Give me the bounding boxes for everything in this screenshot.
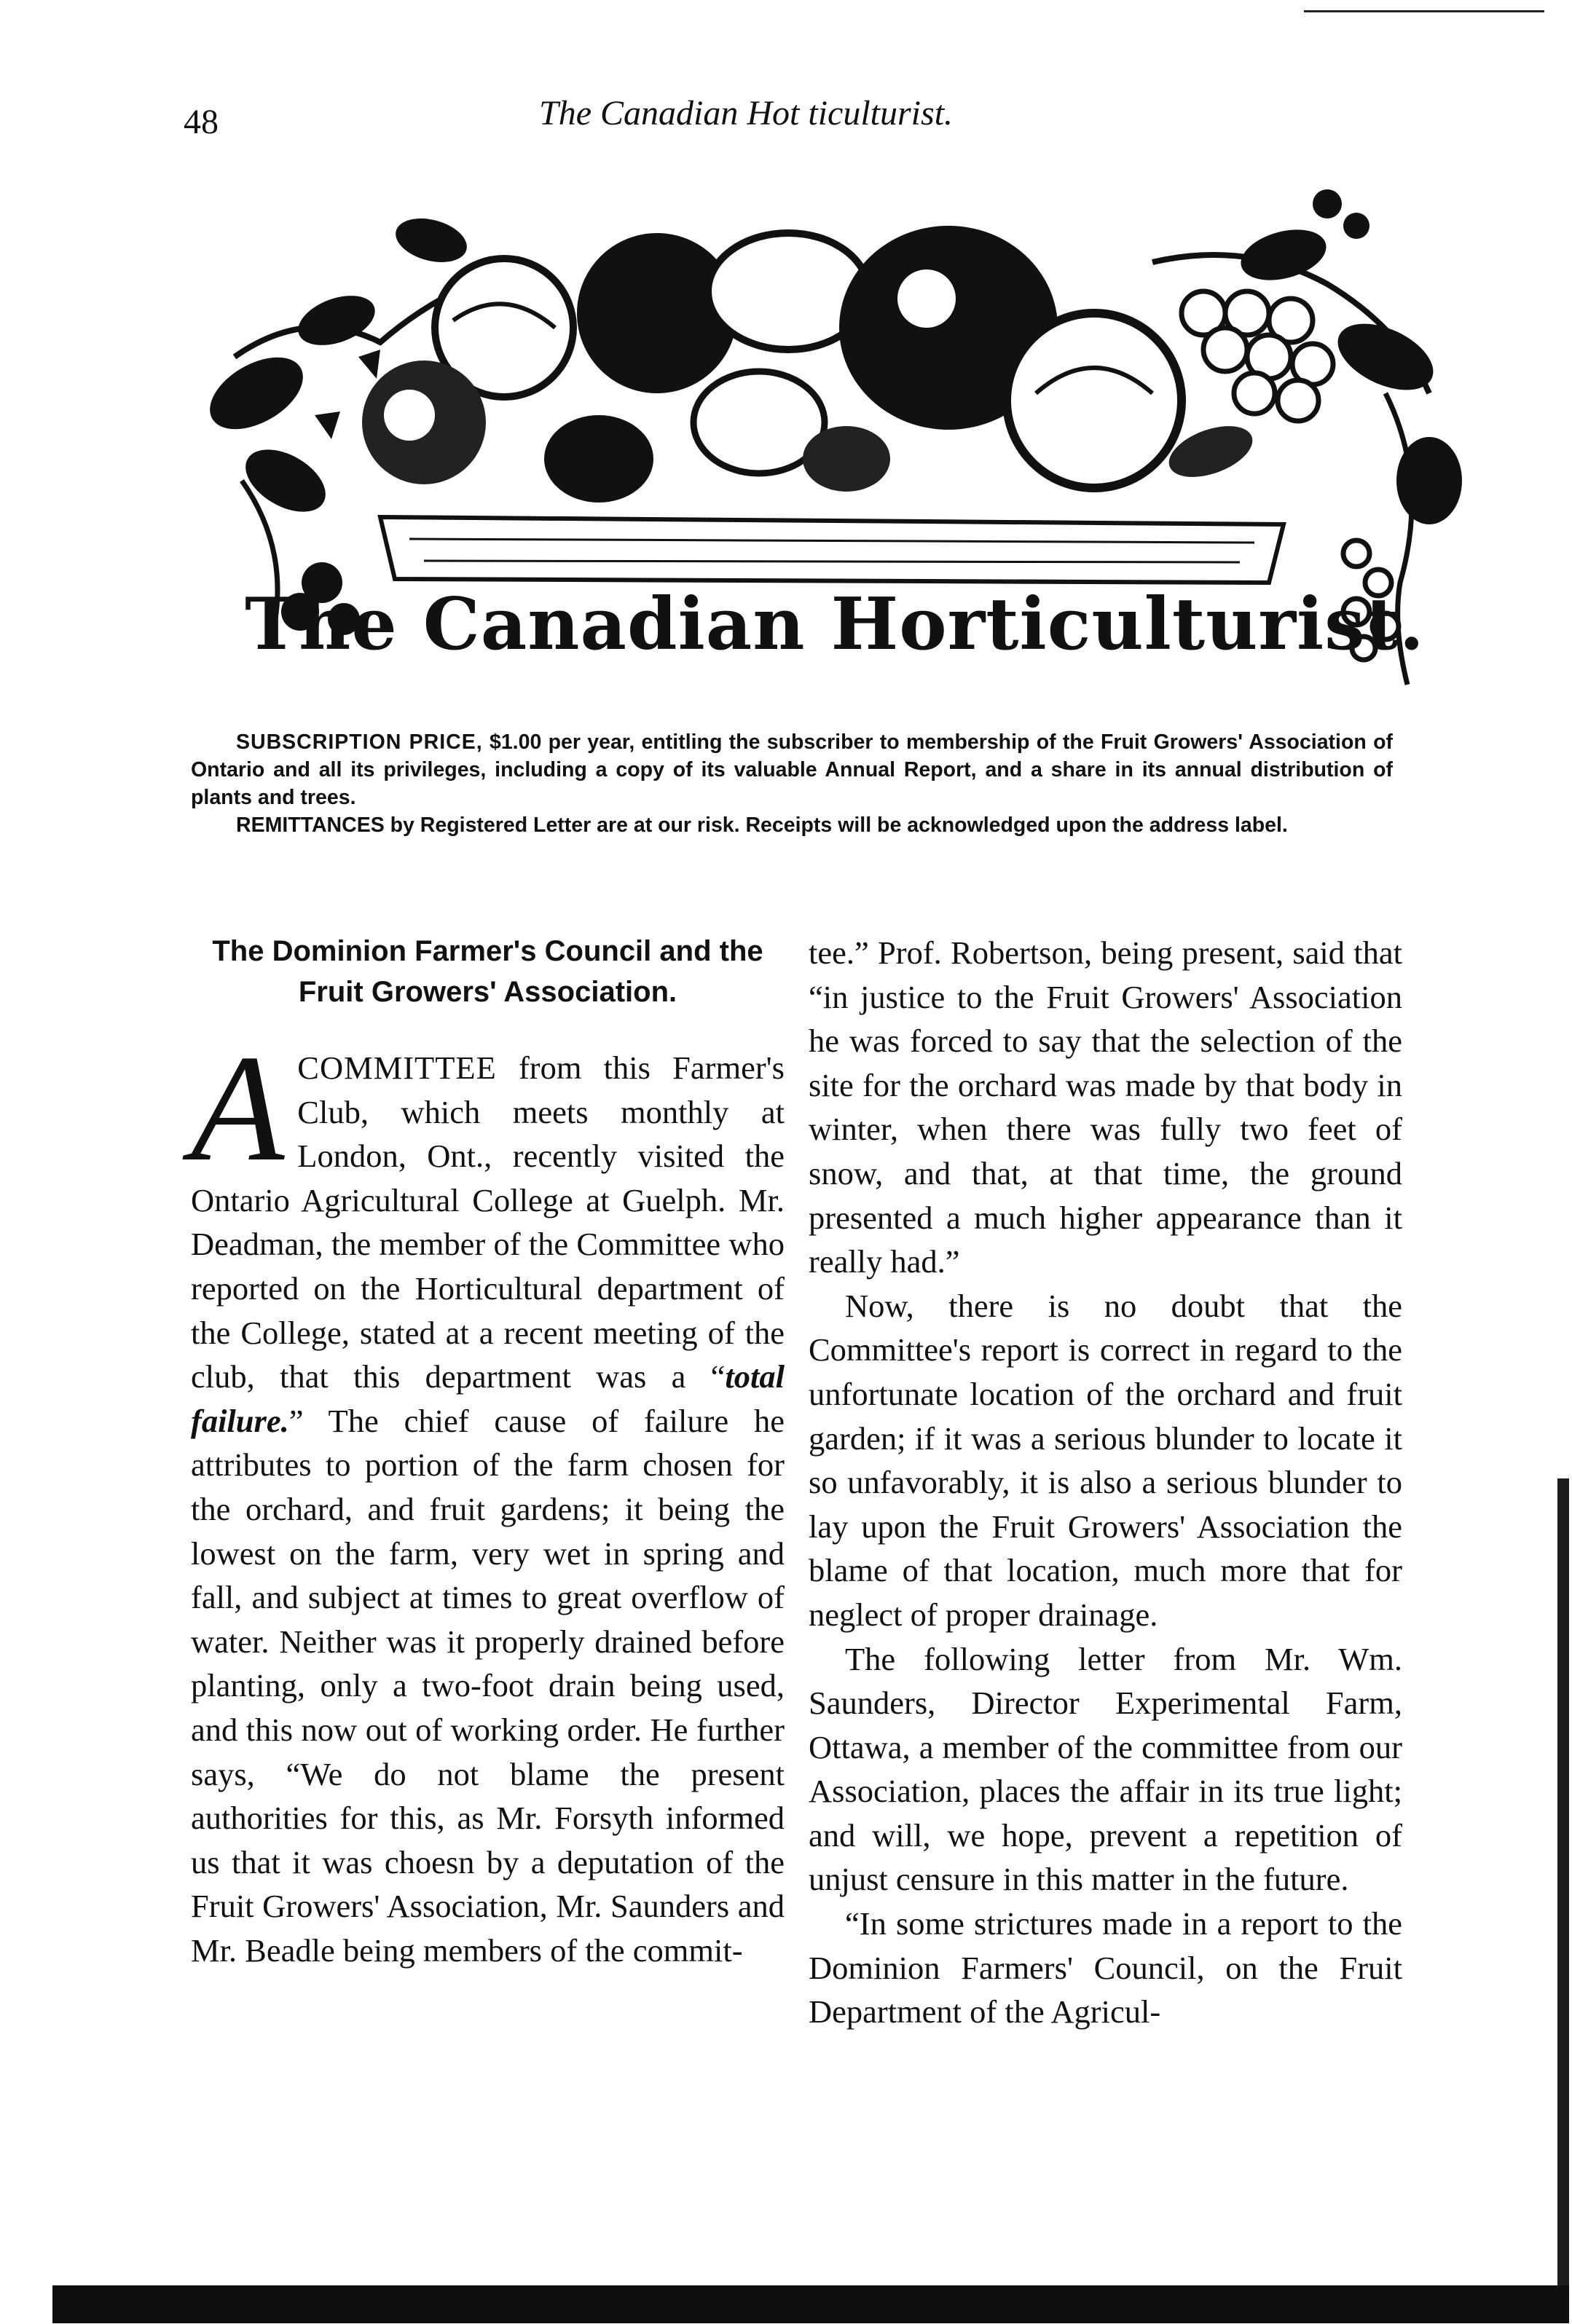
- scan-bottom-border: [52, 2285, 1569, 2323]
- subscription-price-paragraph: [191, 728, 1393, 811]
- article-paragraph-1-continuation: tee.” Prof. Robertson, being present, said that “in justice to the Fruit Growers' Association he was forced to say that the selection of the site for the orchard was made by that body in winter, when there was fully two feet of snow, and that, at that time, the ground presented a much higher appearance than it really had.”: [809, 934, 1402, 1280]
- subscription-lead: SUBSCRIPTION PRICE,: [236, 730, 483, 754]
- article-column-right: [809, 931, 1402, 2034]
- first-words: COMMITTEE: [297, 1049, 497, 1086]
- article-paragraph-1: [191, 1024, 785, 1972]
- article-paragraph-2: Now, there is no doubt that the Committee's report is correct in regard to the unfortunate location of the orchard and fruit garden; if it was a serious blunder to locate it so unfavorably, it is also a serious blunder to lay upon the Fruit Growers' Association the blame of that location, much more that for neglect of proper drainage.: [809, 1287, 1402, 1633]
- subscription-text: $1.00 per year, entitling the subscriber to membership of the Fruit Growers' Association of Ontario and all its privileges, including a copy of its valuable Annual Report, and a share in its annual distribution of plants and trees.: [191, 730, 1393, 809]
- page-edge-shadow: [1557, 1478, 1569, 2287]
- drop-cap: A: [191, 1024, 285, 1193]
- article-paragraph-4: “In some strictures made in a report to the Dominion Farmers' Council, on the Fruit Department of the Agricul-: [809, 1905, 1402, 2030]
- masthead-fruit-illustration: [191, 175, 1479, 714]
- article-column-left: [191, 931, 785, 1972]
- top-rule: [1304, 10, 1544, 12]
- remittances-paragraph: REMITTANCES by Registered Letter are at our risk. Receipts will be acknowledged upon the address label.: [236, 814, 1288, 837]
- article-paragraph-3: The following letter from Mr. Wm. Saunders, Director Experimental Farm, Ottawa, a member of the committee from our Association, places the affair in its true light; and will, we hope, prevent a repetition of unjust censure in this matter in the future.: [809, 1640, 1402, 1898]
- page-number: 48: [184, 103, 219, 141]
- masthead-title: The Canadian Horticulturist.: [245, 583, 1425, 666]
- subscription-notice: [191, 728, 1393, 839]
- article-headline: The Dominion Farmer's Council and the Fruit Growers' Association.: [212, 935, 763, 1008]
- paragraph-1-text: from this Farmer's Club, which meets monthly at London, Ont., recently visited the Ontario Agricultural College at Guelph. Mr. Deadman, the member of the Committee who reported on the Horticultural department of the College, stated at a recent meeting of the club, that this department was a “: [191, 1049, 785, 1395]
- paragraph-1-continued: ” The chief cause of failure he attributes to portion of the farm chosen for the orchard, and fruit gardens; it being the lowest on the farm, very wet in spring and fall, and subject at times to great overflow of water. Neither was it properly drained before planting, only a two-foot drain being used, and this now out of working order. He further says, “We do not blame the present authorities for this, as Mr. Forsyth informed us that it was choesn by a deputation of the Fruit Growers' Association, Mr. Saunders and Mr. Beadle being members of the commit-: [191, 1402, 785, 1969]
- running-title: The Canadian Hot ticulturist.: [539, 94, 954, 133]
- total-failure-emphasis: total failure.: [191, 1358, 785, 1439]
